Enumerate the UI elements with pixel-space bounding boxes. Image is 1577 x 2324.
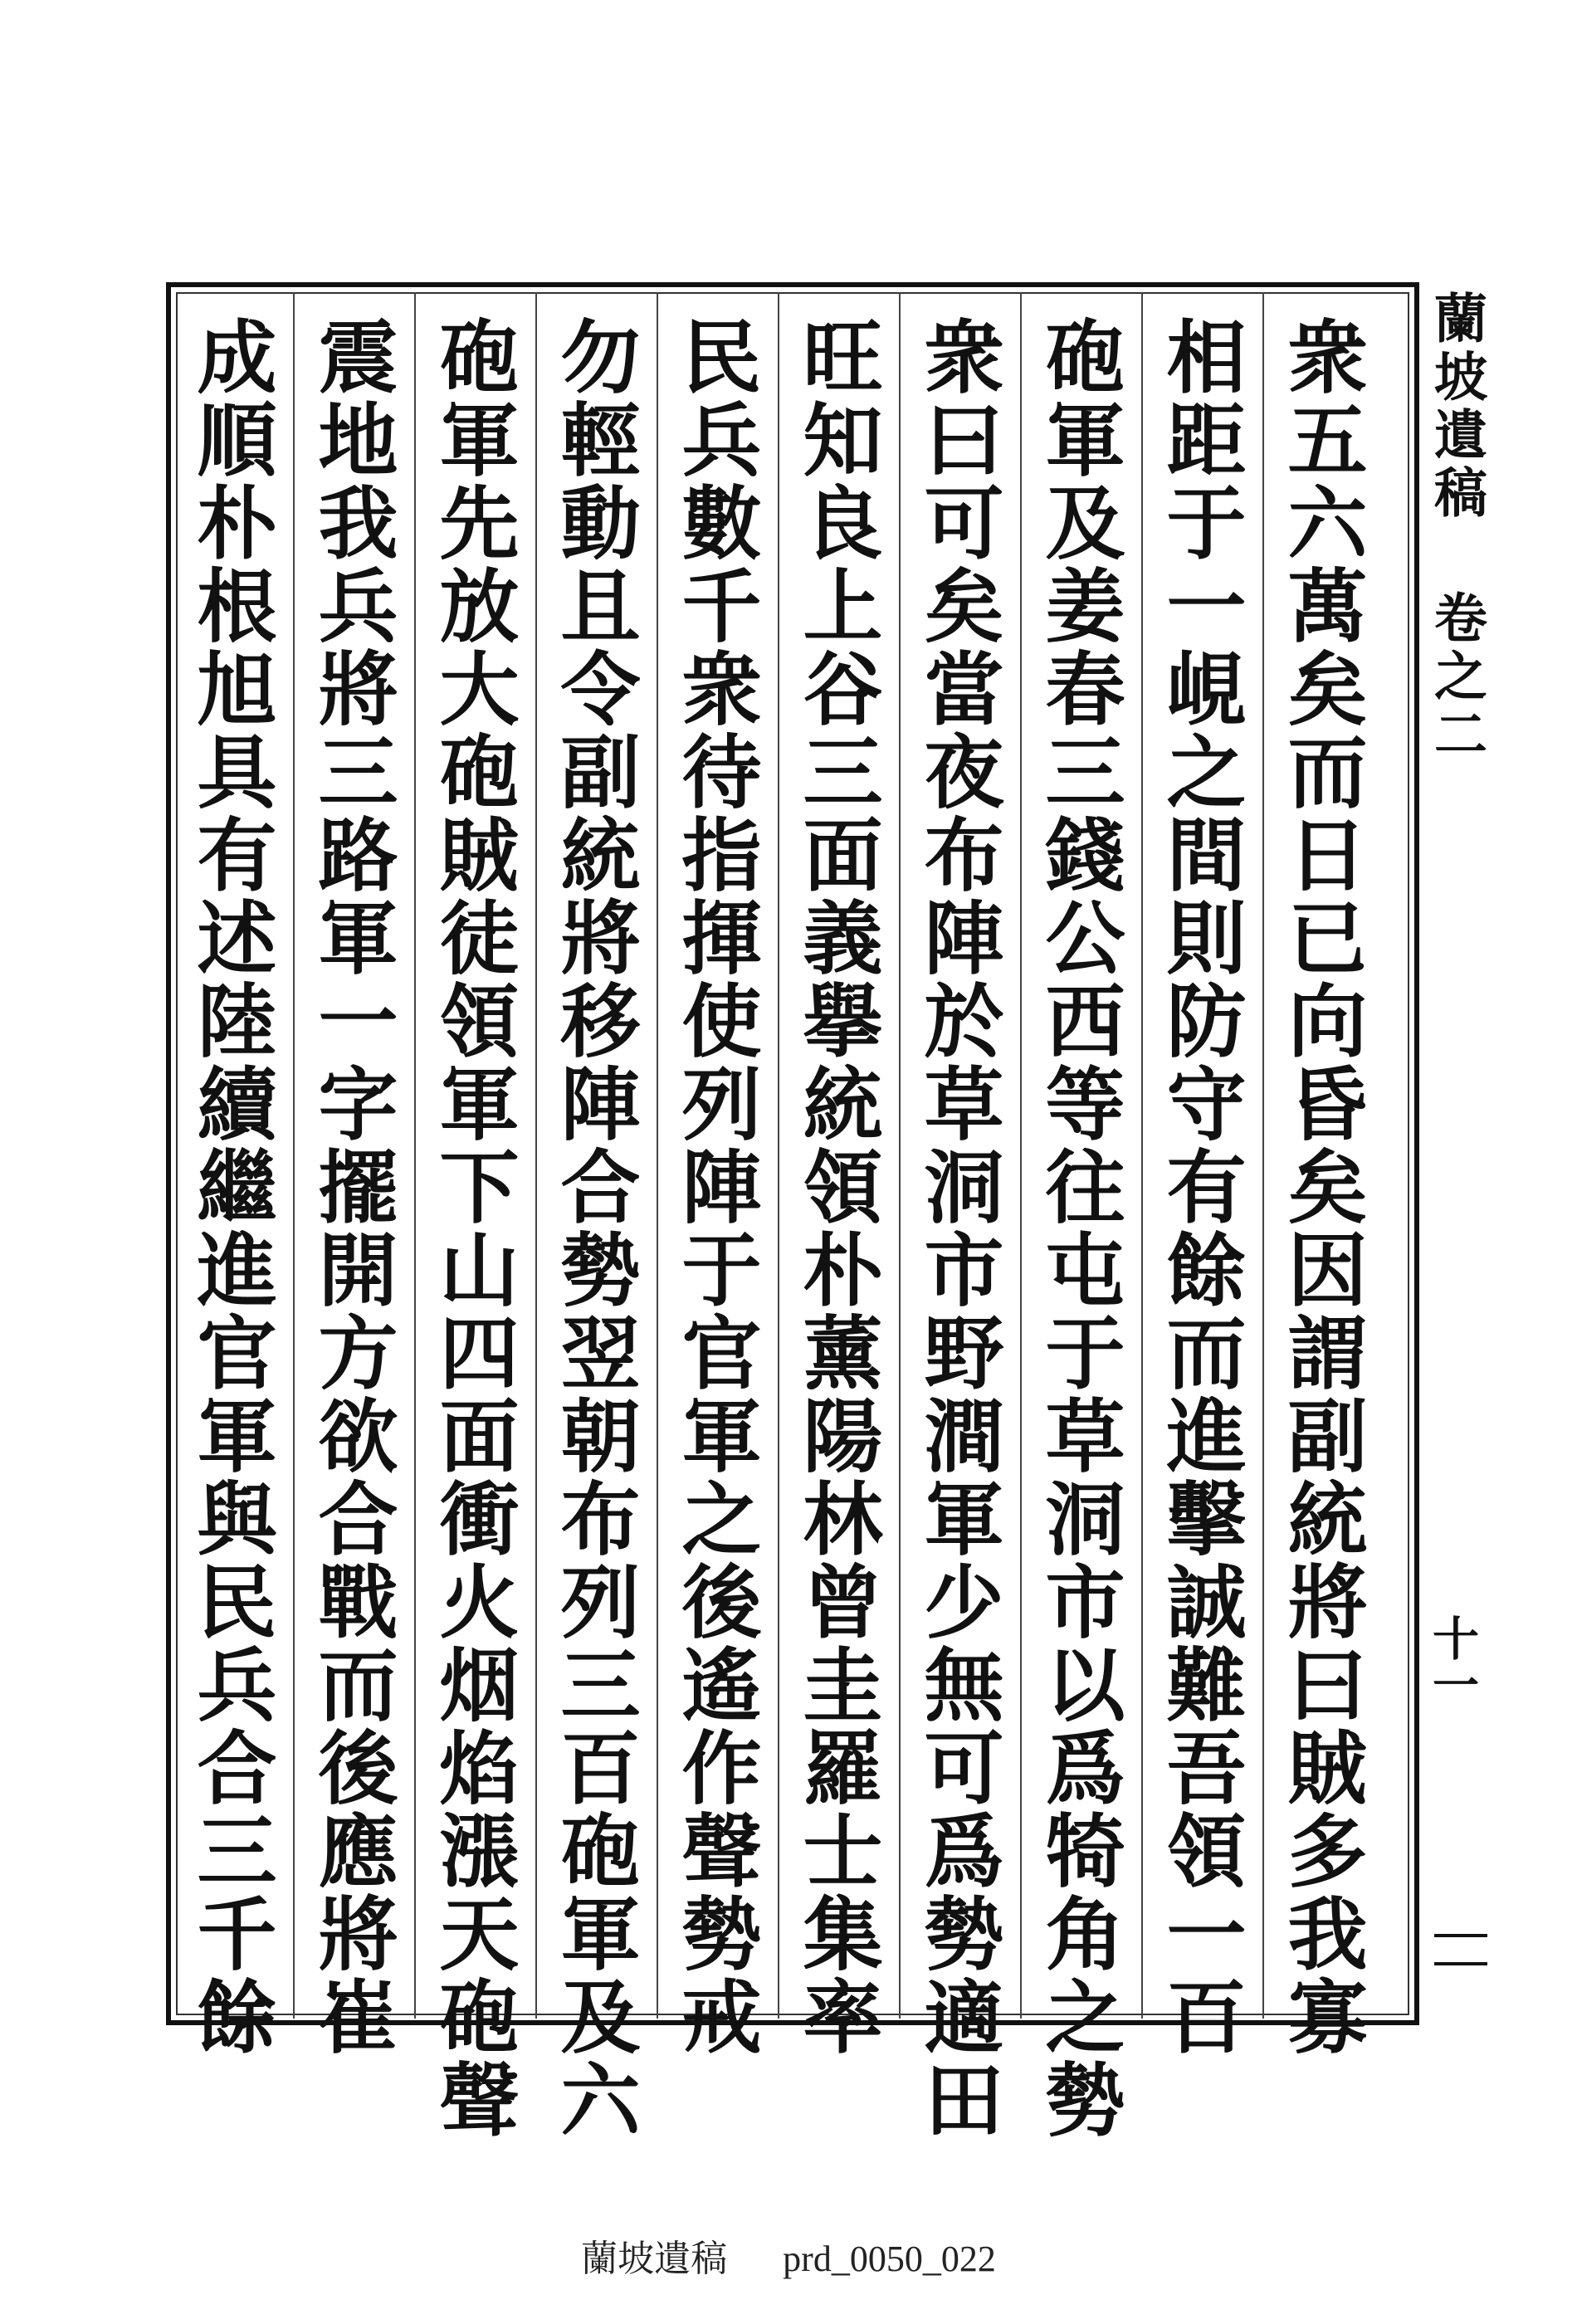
text-column-3: 砲軍及姜春三錢公西等往屯于草洞市以爲犄角之勢 bbox=[1033, 315, 1126, 2141]
column-rule bbox=[414, 292, 416, 2019]
text-column-7: 勿輕動且令副統將移陣合勢翌朝布列三百砲軍及六 bbox=[548, 315, 642, 2141]
text-column-4: 衆曰可矣當夜布陣於草洞市野澗軍少無可爲勢適田 bbox=[911, 315, 1005, 2141]
text-column-10: 成順朴根旭具有述陸續繼進官軍與民兵合三千餘 bbox=[184, 315, 278, 2058]
text-column-2: 相距于一峴之間則防守有餘而進擊誠難吾領一百 bbox=[1154, 315, 1247, 2058]
margin-title: 蘭坡遺稿 卷之二 bbox=[1425, 290, 1487, 764]
text-column-9: 震地我兵將三路軍一字擺開方欲合戰而後應將崔 bbox=[305, 315, 399, 2058]
column-rule bbox=[1020, 292, 1022, 2019]
column-rule bbox=[535, 292, 537, 2019]
fish-tail-mark bbox=[1434, 1934, 1487, 1965]
caption-id: prd_0050_022 bbox=[783, 2239, 996, 2279]
column-rule bbox=[1141, 292, 1143, 2019]
text-column-8: 砲軍先放大砲賊徒領軍下山四面衝火烟焰漲天砲聲 bbox=[427, 315, 520, 2141]
page-caption bbox=[0, 2229, 1577, 2282]
column-rule bbox=[899, 292, 901, 2019]
text-column-6: 民兵數千衆待指揮使列陣于官軍之後遙作聲勢戒 bbox=[669, 315, 763, 2058]
text-column-1: 衆五六萬矣而日已向昏矣因謂副統將曰賊多我寡 bbox=[1275, 315, 1369, 2058]
folio-number: 十一 bbox=[1425, 1614, 1480, 1707]
caption-title: 蘭坡遺稿 bbox=[581, 2239, 728, 2279]
page-margin-strip bbox=[1424, 282, 1499, 2025]
column-rule bbox=[778, 292, 779, 2019]
column-rule bbox=[1262, 292, 1264, 2019]
column-rule bbox=[657, 292, 658, 2019]
text-column-5: 旺知良上谷三面義擧統領朴薰陽林曾圭羅士集率 bbox=[790, 315, 884, 2058]
column-rule bbox=[293, 292, 295, 2019]
